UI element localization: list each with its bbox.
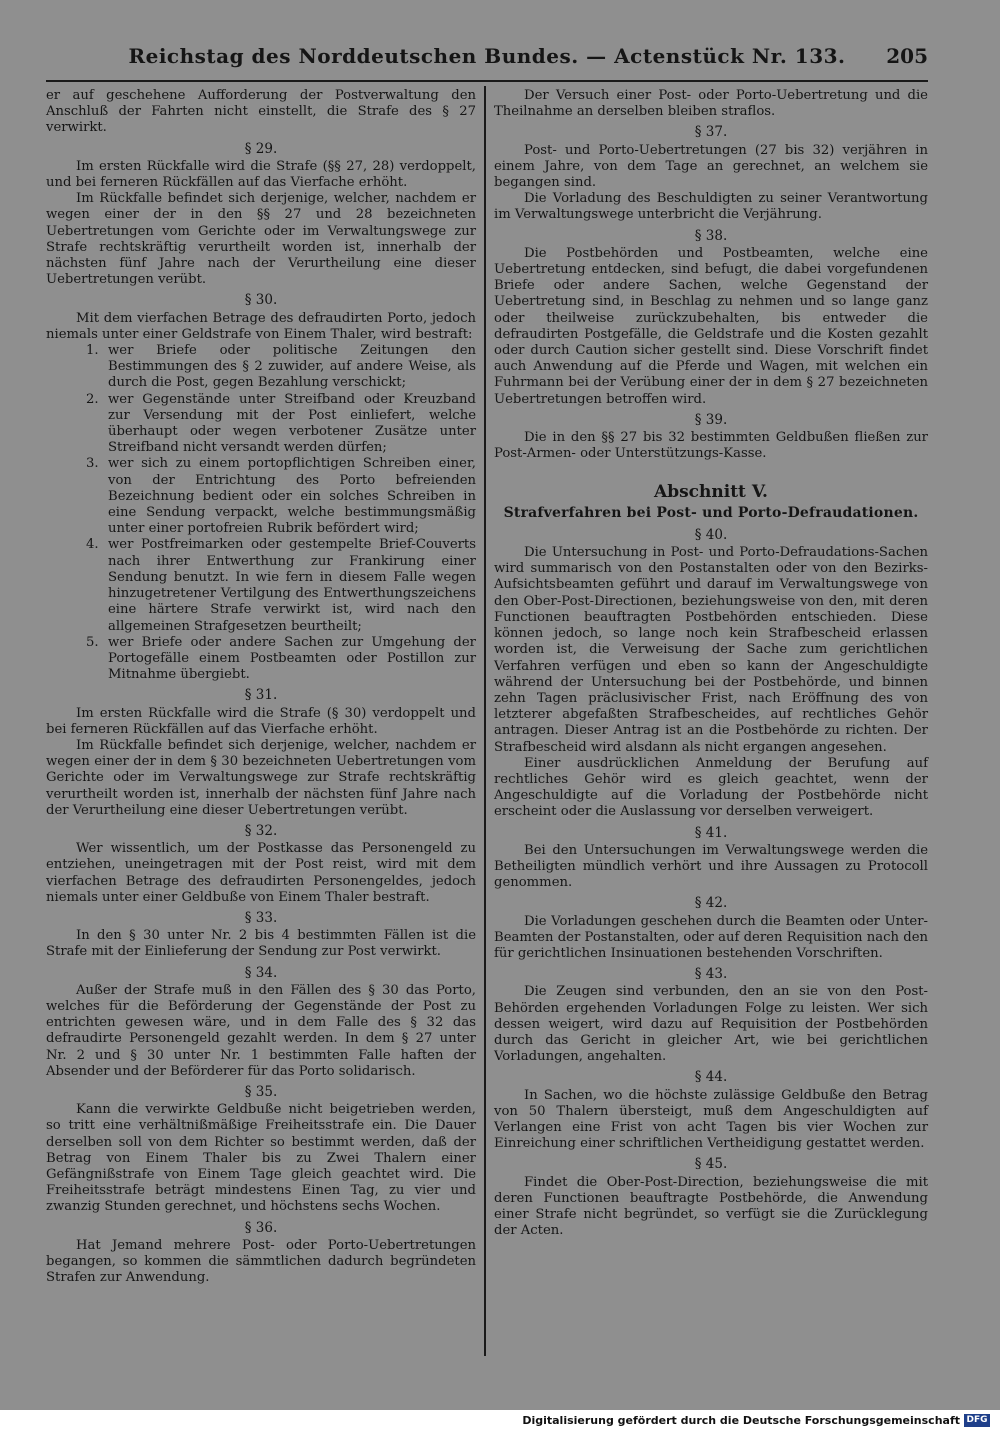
paragraph: Im Rückfalle befindet sich derjenige, welcher, nachdem er wegen einer der in den §§ 27 und 28 bezeichneten Uebertretungen vom Gerichte oder im Verwaltungswege zur Strafe rechtskräftig verurtheilt worden ist, innerhalb der nächsten fünf Jahre nach der Verurtheilung eine dieser Uebertretungen verübt. — [46, 191, 476, 288]
paragraph: Außer der Strafe muß in den Fällen des § 30 das Porto, welches für die Beförderung der Gegenstände der Post zu entrichten gewesen wäre, und in dem Falle des § 32 das defraudirte Personengeld gezahlt werden. In dem § 27 unter Nr. 2 und § 30 unter Nr. 1 bestimmten Falle haften der Absender und der Beförderer für das Porto solidarisch. — [46, 982, 476, 1079]
section-heading: § 44. — [694, 1069, 728, 1086]
paragraph: Findet die Ober-Post-Direction, beziehungsweise die mit deren Functionen beauftragte Postbehörde, die Anwendung einer Strafe nicht begründet, so verfügt sie die Zurücklegung der Acten. — [494, 1174, 928, 1239]
chapter-title: Strafverfahren bei Post- und Porto-Defraudationen. — [503, 504, 919, 521]
page-number: 205 — [886, 44, 928, 68]
section-heading: § 32. — [244, 822, 278, 839]
section-heading: § 36. — [244, 1219, 278, 1236]
paragraph: Einer ausdrücklichen Anmeldung der Berufung auf rechtliches Gehör wird es gleich geachtet, wenn der Angeschuldigte auf die Vorladung der Postbehörde nicht erscheint oder die Auslassung vor derselben verweigert. — [494, 755, 928, 820]
section-heading: § 43. — [694, 966, 728, 983]
section-heading: § 42. — [694, 895, 728, 912]
enumerated-list — [46, 343, 476, 683]
list-text: wer Postfreimarken oder gestempelte Brief-Couverts nach ihrer Entwerthung zur Frankirung einer Sendung benutzt. In wie fern in diesem Falle wegen hinzugetretener Vertilgung des Entwerthungszeichens eine härtere Strafe verwirkt ist, wird nach den allgemeinen Strafgesetzen beurtheilt; — [108, 537, 476, 634]
section-heading: § 39. — [694, 411, 728, 428]
section-heading: § 31. — [244, 687, 278, 704]
list-number: 1. — [86, 343, 99, 359]
chapter-heading: Abschnitt V. — [654, 482, 768, 503]
list-number: 2. — [86, 391, 99, 407]
section-heading: § 40. — [694, 526, 728, 543]
paragraph: Wer wissentlich, um der Postkasse das Personengeld zu entziehen, uneingetragen mit der Post reist, wird mit dem vierfachen Betrage des defraudirten Personengeldes, jedoch niemals unter einer Geldbuße von Einem Thaler bestraft. — [46, 841, 476, 905]
list-item — [46, 392, 476, 457]
list-number: 5. — [86, 634, 99, 650]
section-heading: § 45. — [694, 1156, 728, 1173]
running-title: Reichstag des Norddeutschen Bundes. — Actenstück Nr. 133. — [128, 44, 846, 68]
paragraph: Hat Jemand mehrere Post- oder Porto-Uebertretungen begangen, so kommen die sämmtlichen dadurch begründeten Strafen zur Anwendung. — [46, 1237, 476, 1286]
list-item — [46, 343, 476, 392]
paragraph: Die Untersuchung in Post- und Porto-Defraudations-Sachen wird summarisch von den Postanstalten oder von den Bezirks-Aufsichtsbeamten geführt und darauf im Verwaltungswege von den Ober-Post-Directionen, beziehungsweise von den, mit deren Functionen beauftragten Postbehörden entschieden. Diese können jedoch, so lange noch kein Strafbescheid erlassen worden ist, die Verweisung der Sache zum gerichtlichen Verfahren verfügen und eben so kann der Angeschuldigte während der Untersuchung bei der Postbehörde, und binnen zehn Tagen präclusivischer Frist, nach Eröffnung des von letzterer abgefaßten Strafbescheides, auf rechtliches Gehör antragen. Dieser Antrag ist an die Postbehörde zu richten. Der Strafbescheid wird alsdann als nicht ergangen angesehen. — [494, 545, 928, 755]
paragraph: Kann die verwirkte Geldbuße nicht beigetrieben werden, so tritt eine verhältnißmäßige Freiheitsstrafe ein. Die Dauer derselben soll von dem Richter so bestimmt werden, daß der Betrag von Einem Thaler bis zu Zwei Thalern einer Gefängnißstrafe von Einem Tage gleich geachtet wird. Die Freiheitsstrafe beträgt mindestens Einen Tag, zu vier und zwanzig Stunden gerechnet, und höchstens sechs Wochen. — [46, 1102, 476, 1215]
paragraph: Die Vorladung des Beschuldigten zu seiner Verantwortung im Verwaltungswege unterbricht die Verjährung. — [494, 191, 928, 223]
section-heading: § 30. — [244, 292, 278, 309]
dfg-logo: DFG — [964, 1414, 990, 1427]
list-text: wer Gegenstände unter Streifband oder Kreuzband zur Versendung mit der Post einliefert, welche überhaupt oder wegen verbotener Zusätze unter Streifband nicht versandt werden dürfen; — [108, 391, 476, 456]
paragraph: Die Postbehörden und Postbeamten, welche eine Uebertretung entdecken, sind befugt, die dabei vorgefundenen Briefe oder andere Sachen, welche Gegenstand der Uebertretung sind, in Beschlag zu nehmen und so lange ganz oder theilweise zurückzubehalten, bis entweder die defraudirten Postgefälle, die Geldstrafe und die Kosten gezahlt oder durch Caution sicher gestellt sind. Diese Vorschrift findet auch Anwendung auf die Pferde und Wagen, mit welchen ein Fuhrmann bei der Verübung einer der in dem § 27 bezeichneten Uebertretungen betroffen wird. — [494, 245, 928, 407]
paragraph: Im Rückfalle befindet sich derjenige, welcher, nachdem er wegen einer der in dem § 30 bezeichneten Uebertretungen vom Gerichte oder im Verwaltungswege zur Strafe rechtskräftig verurtheilt worden ist, innerhalb der nächsten fünf Jahre nach der Verurtheilung eine dieser Uebertretungen verübt. — [46, 737, 476, 818]
funding-credit: Digitalisierung gefördert durch die Deutsche Forschungsgemeinschaft — [522, 1414, 960, 1427]
paragraph: Die Zeugen sind verbunden, den an sie von den Post-Behörden ergehenden Vorladungen Folge zu leisten. Wer sich dessen weigert, wird dazu auf Requisition der Postbehörden durch das Gericht in gleicher Art, wie bei gerichtlichen Vorladungen, angehalten. — [494, 984, 928, 1065]
section-heading: § 35. — [244, 1083, 278, 1100]
section-heading: § 34. — [244, 964, 278, 981]
paragraph: Die in den §§ 27 bis 32 bestimmten Geldbußen fließen zur Post-Armen- oder Unterstützungs-Kasse. — [494, 430, 928, 462]
list-text: wer sich zu einem portopflichtigen Schreiben einer, von der Entrichtung des Porto befreienden Bezeichnung bedient oder ein solches Schreiben in eine Sendung verpackt, welche bestimmungsmäßig unter einer portofreien Rubrik befördert wird; — [108, 456, 476, 537]
paragraph: Im ersten Rückfalle wird die Strafe (§§ 27, 28) verdoppelt, und bei ferneren Rückfällen auf das Vierfache erhöht. — [46, 158, 476, 191]
paragraph: In Sachen, wo die höchste zulässige Geldbuße den Betrag von 50 Thalern übersteigt, muß dem Angeschuldigten auf Verlangen eine Frist von acht Tagen bis vier Wochen zur Einreichung einer schriftlichen Vertheidigung gestattet werden. — [494, 1087, 928, 1152]
paragraph: Bei den Untersuchungen im Verwaltungswege werden die Betheiligten mündlich verhört und ihre Aussagen zu Protocoll genommen. — [494, 842, 928, 891]
paragraph: er auf geschehene Aufforderung der Postverwaltung den Anschluß der Fahrten nicht einstellt, die Strafe des § 27 verwirkt. — [46, 88, 476, 136]
list-text: wer Briefe oder politische Zeitungen den Bestimmungen des § 2 zuwider, auf andere Weise, als durch die Post, gegen Bezahlung verschickt; — [108, 343, 476, 391]
right-column — [494, 88, 928, 1239]
paragraph: Mit dem vierfachen Betrage des defraudirten Porto, jedoch niemals unter einer Geldstrafe von Einem Thaler, wird bestraft: — [46, 310, 476, 342]
paragraph: Der Versuch einer Post- oder Porto-Uebertretung und die Theilnahme an derselben bleiben straflos. — [494, 88, 928, 120]
left-column — [46, 88, 476, 1286]
section-heading: § 38. — [694, 227, 728, 244]
section-heading: § 37. — [694, 124, 728, 141]
section-heading: § 29. — [244, 140, 278, 157]
list-text: wer Briefe oder andere Sachen zur Umgehung der Portogefälle einem Postbeamten oder Postillon zur Mitnahme übergiebt. — [108, 634, 476, 683]
paragraph: In den § 30 unter Nr. 2 bis 4 bestimmten Fällen ist die Strafe mit der Einlieferung der Sendung zur Post verwirkt. — [46, 928, 476, 960]
column-divider — [484, 86, 486, 1356]
paragraph: Post- und Porto-Uebertretungen (27 bis 32) verjähren in einem Jahre, von dem Tage an gerechnet, an welchem sie begangen sind. — [494, 142, 928, 191]
list-item — [46, 537, 476, 634]
footer-bar — [0, 1410, 1000, 1432]
section-heading: § 41. — [694, 824, 728, 841]
paragraph: Die Vorladungen geschehen durch die Beamten oder Unter-Beamten der Postanstalten, oder auf deren Requisition nach den für gerichtlichen Insinuationen bestehenden Vorschriften. — [494, 913, 928, 961]
list-item — [46, 456, 476, 537]
paragraph: Im ersten Rückfalle wird die Strafe (§ 30) verdoppelt und bei ferneren Rückfällen auf das Vierfache erhöht. — [46, 705, 476, 737]
page-header — [46, 40, 928, 82]
section-heading: § 33. — [244, 909, 278, 926]
list-number: 4. — [86, 537, 99, 553]
list-number: 3. — [86, 456, 99, 472]
list-item — [46, 635, 476, 684]
